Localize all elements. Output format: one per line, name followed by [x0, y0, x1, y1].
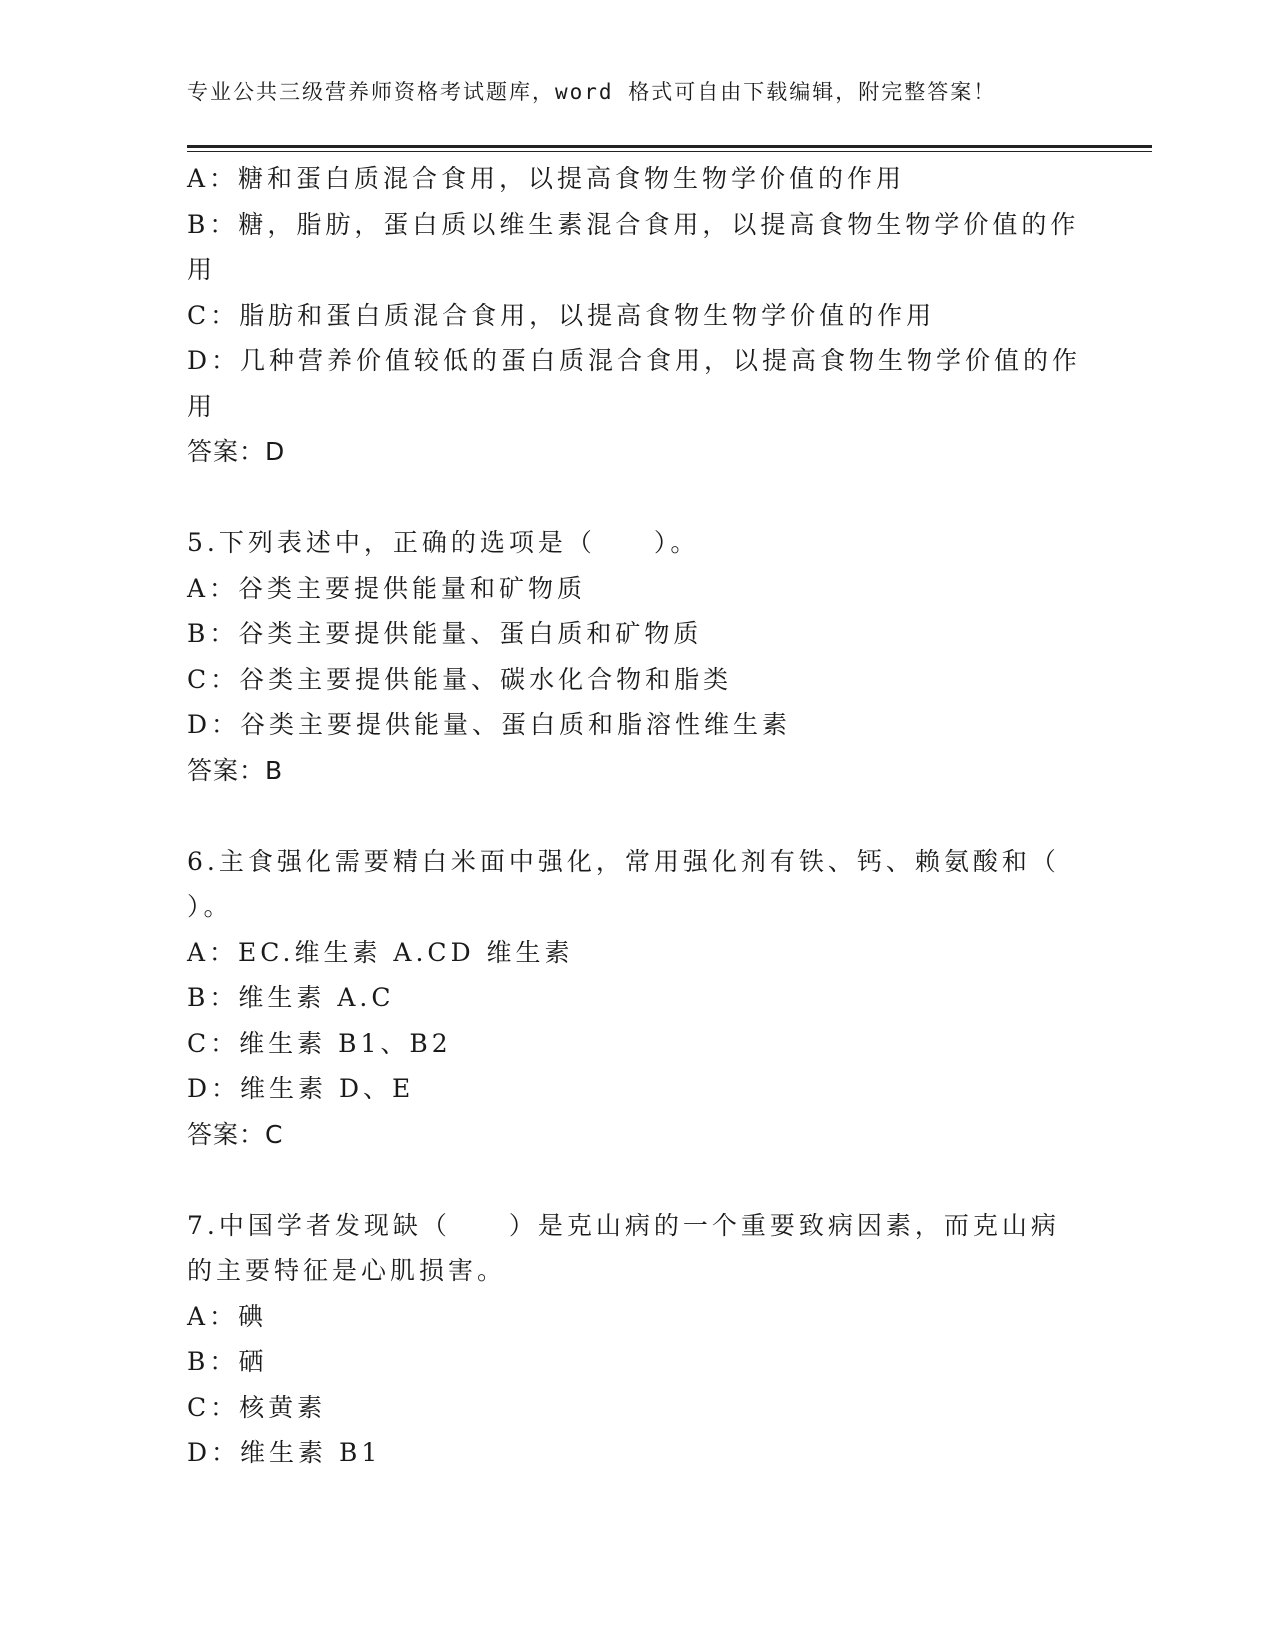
- q6-option-d: D：维生素 D、E: [187, 1074, 415, 1103]
- q6-option-c: C：维生素 B1、B2: [187, 1028, 452, 1058]
- q7-question-line1: 7.中国学者发现缺（ ）是克山病的一个重要致病因素，而克山病: [187, 1210, 1060, 1240]
- q7-option-a: A：碘: [187, 1301, 268, 1331]
- spacer: [187, 475, 1087, 521]
- spacer: [187, 1157, 1087, 1203]
- document-body: [187, 156, 1087, 1476]
- q6-question-line1: 6.主食强化需要精白米面中强化，常用强化剂有铁、钙、赖氨酸和（: [187, 846, 1060, 876]
- q5-option-b: B：谷类主要提供能量、蛋白质和矿物质: [187, 619, 703, 648]
- q5-question: 5.下列表述中，正确的选项是（ ）。: [187, 528, 700, 557]
- q6-option-a: A：EC.维生素 A.CD 维生素: [187, 937, 574, 967]
- q4-option-c: C：脂肪和蛋白质混合食用，以提高食物生物学价值的作用: [187, 300, 936, 330]
- header-rule-thin: [187, 151, 1152, 152]
- header-rule-thick: [187, 145, 1152, 148]
- q5-answer: 答案：B: [187, 755, 284, 785]
- q7-option-b: B：硒: [187, 1347, 268, 1376]
- q6-answer: 答案：C: [187, 1119, 284, 1149]
- q5-option-c: C：谷类主要提供能量、碳水化合物和脂类: [187, 664, 733, 694]
- q5-option-d: D：谷类主要提供能量、蛋白质和脂溶性维生素: [187, 710, 792, 739]
- q4-option-a: A：糖和蛋白质混合食用，以提高食物生物学价值的作用: [187, 164, 906, 193]
- q7-question-line2: 的主要特征是心肌损害。: [187, 1256, 507, 1285]
- q4-option-d-wrap: 用: [187, 391, 217, 421]
- q6-option-b: B：维生素 A.C: [187, 983, 395, 1012]
- q4-option-b: B：糖，脂肪，蛋白质以维生素混合食用，以提高食物生物学价值的作: [187, 209, 1080, 239]
- q5-option-a: A：谷类主要提供能量和矿物质: [187, 573, 587, 603]
- q7-option-c: C：核黄素: [187, 1392, 327, 1422]
- q6-question-line2: ）。: [187, 892, 233, 921]
- spacer: [187, 793, 1087, 839]
- q4-option-d: D：几种营养价值较低的蛋白质混合食用，以提高食物生物学价值的作: [187, 346, 1082, 375]
- page-header: 专业公共三级营养师资格考试题库，word 格式可自由下载编辑，附完整答案！: [187, 80, 997, 104]
- q4-option-b-wrap: 用: [187, 255, 217, 284]
- q7-option-d: D：维生素 B1: [187, 1438, 382, 1467]
- q4-answer: 答案：D: [187, 437, 286, 466]
